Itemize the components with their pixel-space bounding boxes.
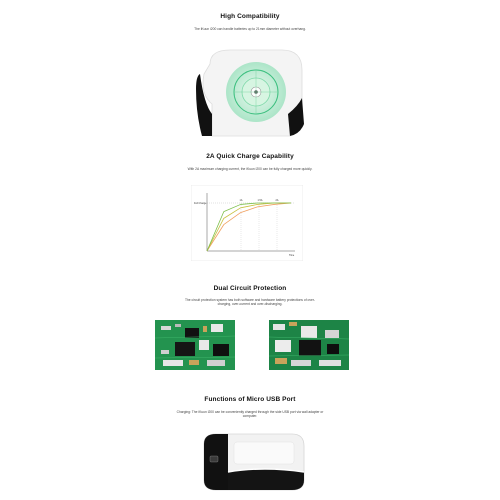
mod-top-illustration — [190, 44, 310, 140]
y-tick-label: Full Charge — [194, 202, 207, 206]
section-description: Charging: The iKuun i200 can be conveniently charged through the side USB port via wall adapter or computer. — [176, 410, 324, 419]
section-description: The iKuun i200 can handle batteries up to 21mm diameter without overhang. — [194, 27, 306, 31]
usb-port-icon — [210, 456, 218, 462]
tick-label-1: 1.5A — [257, 199, 263, 202]
section-title: High Compatibility — [220, 13, 280, 20]
section-high-compatibility — [0, 0, 500, 125]
charge-curve-chart — [191, 185, 303, 261]
section-micro-usb — [0, 392, 500, 500]
section-description: With 2A maximum charging current, the iKuun i200 can be fully charged more quickly. — [187, 167, 313, 171]
section-title: Dual Circuit Protection — [213, 285, 287, 292]
micro-usb-illustration — [194, 432, 306, 492]
section-title: Functions of Micro USB Port — [204, 396, 296, 403]
section-dual-circuit — [0, 282, 500, 382]
x-axis-label: Time — [289, 254, 295, 257]
section-quick-charge — [0, 150, 500, 265]
section-description: The circuit protection system has both software and hardware battery protections of over-charging, over-current and over-discharging. — [184, 298, 316, 307]
section-title: 2A Quick Charge Capability — [206, 153, 294, 160]
circuit-board-image-left — [155, 320, 235, 370]
circuit-board-image-right — [269, 320, 349, 370]
tick-label-0: 1A — [239, 199, 243, 202]
tick-label-2: 2A — [275, 199, 279, 202]
